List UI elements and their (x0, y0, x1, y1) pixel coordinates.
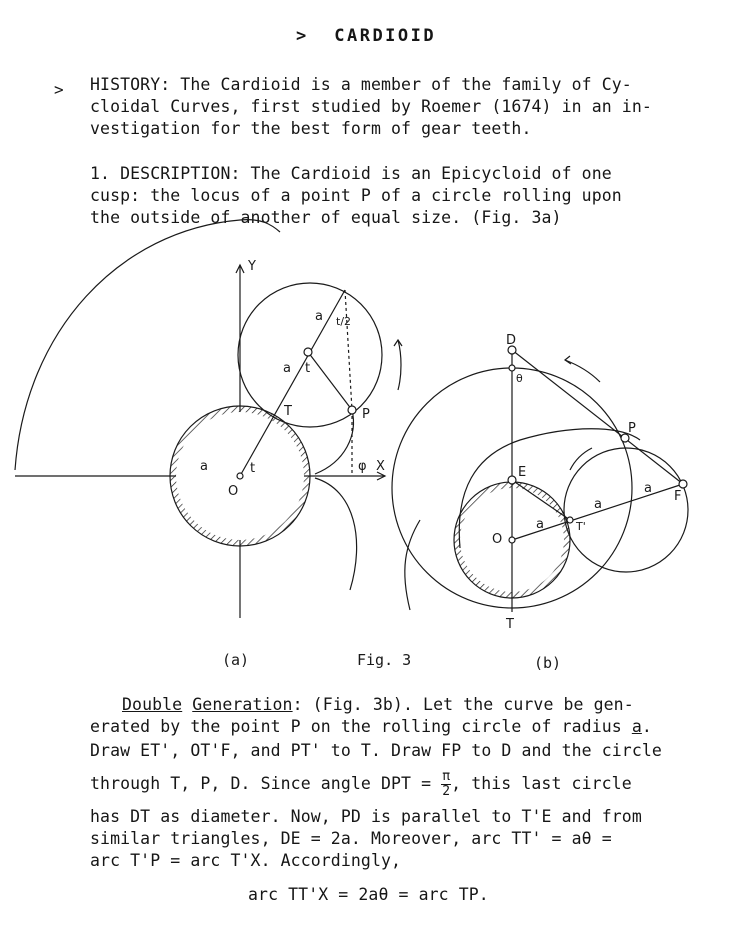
margin-check-mark: > (54, 80, 64, 99)
dg-line-7: arc T'P = arc T'X. Accordingly, (90, 851, 402, 870)
label-y: Y (248, 259, 256, 274)
dg-line-1-rest: : (Fig. 3b). Let the curve be gen- (292, 695, 634, 714)
cardioid-lower-a (315, 478, 357, 590)
dg-line-6: similar triangles, DE = 2a. Moreover, arc TT' = aθ = (90, 829, 612, 848)
cardioid-lower-b (405, 520, 420, 610)
description-line-3: the outside of another of equal size. (Fig. 3a) (90, 208, 562, 227)
dg-heading-2: Generation (192, 695, 293, 714)
label-phi: φ (358, 459, 367, 474)
page-title: > CARDIOID (296, 26, 437, 46)
label-b-a2: a (594, 497, 602, 512)
label-e: E (518, 465, 527, 480)
pi-over-2-fraction: $\frac{\pi}{2}$ (442, 769, 451, 799)
label-d: D (506, 333, 517, 348)
line-d-f (512, 350, 683, 484)
e-dot (508, 476, 516, 484)
label-b-a3: a (644, 481, 652, 496)
label-o: O (228, 484, 239, 499)
dg-line-5: has DT as diameter. Now, PD is parallel to T'E and from (90, 807, 642, 826)
description-line-2: cusp: the locus of a point P of a circle rolling upon (90, 186, 622, 205)
history-line-1: HISTORY: The Cardioid is a member of the family of Cy- (90, 75, 632, 94)
history-line-3: vestigation for the best form of gear teeth. (90, 119, 532, 138)
label-t-point: T (284, 404, 292, 419)
dg-line-3: Draw ET', OT'F, and PT' to T. Draw FP to D and the circle (90, 741, 662, 760)
t-prime-dot (567, 517, 573, 523)
line-center-to-p (308, 352, 352, 410)
origin-dot (237, 473, 243, 479)
dg-line-1 (122, 694, 634, 716)
p-dot-a (348, 406, 356, 414)
label-a1: a (315, 309, 323, 324)
label-x: X (376, 459, 385, 474)
dg-heading-1: Double (122, 695, 183, 714)
rolling-center-dot (304, 348, 312, 356)
f-dot (679, 480, 687, 488)
label-theta: θ (516, 372, 523, 385)
label-a2: a (283, 361, 291, 376)
dg-line-4: through T, P, D. Since angle DPT = $\frac{\pi}{2}$ , this last circle (90, 769, 632, 799)
figure-a (15, 220, 402, 618)
label-f: F (674, 489, 682, 504)
label-p-b: P (628, 421, 636, 436)
label-half-t: t/2 (336, 315, 352, 328)
o-dot-b (509, 537, 515, 543)
label-p-a: P (362, 407, 370, 422)
figure-b (392, 346, 688, 612)
label-t2: t (250, 461, 256, 476)
history-line-2: cloidal Curves, first studied by Roemer (1674) in an in- (90, 97, 652, 116)
label-t1: t (305, 361, 311, 376)
caption-fig: Fig. 3 (357, 651, 412, 669)
description-line-1: 1. DESCRIPTION: The Cardioid is an Epicycloid of one (90, 164, 612, 183)
label-t-prime: T' (576, 520, 586, 533)
caption-a: (a) (222, 651, 250, 669)
label-a3: a (200, 459, 208, 474)
rolling-circle-b (564, 448, 688, 572)
cardioid-cusp-a (315, 410, 353, 474)
label-t-b: T (506, 617, 514, 632)
label-o-b: O (492, 532, 503, 547)
caption-b: (b) (534, 654, 562, 672)
dg-line-2: erated by the point P on the rolling circle of radius a. (90, 717, 652, 736)
line-top-to-p (345, 290, 352, 410)
dg-line-8: arc TT'X = 2aθ = arc TP. (248, 885, 489, 904)
label-b-a1: a (536, 517, 544, 532)
rotation-arrow-a (398, 340, 401, 390)
